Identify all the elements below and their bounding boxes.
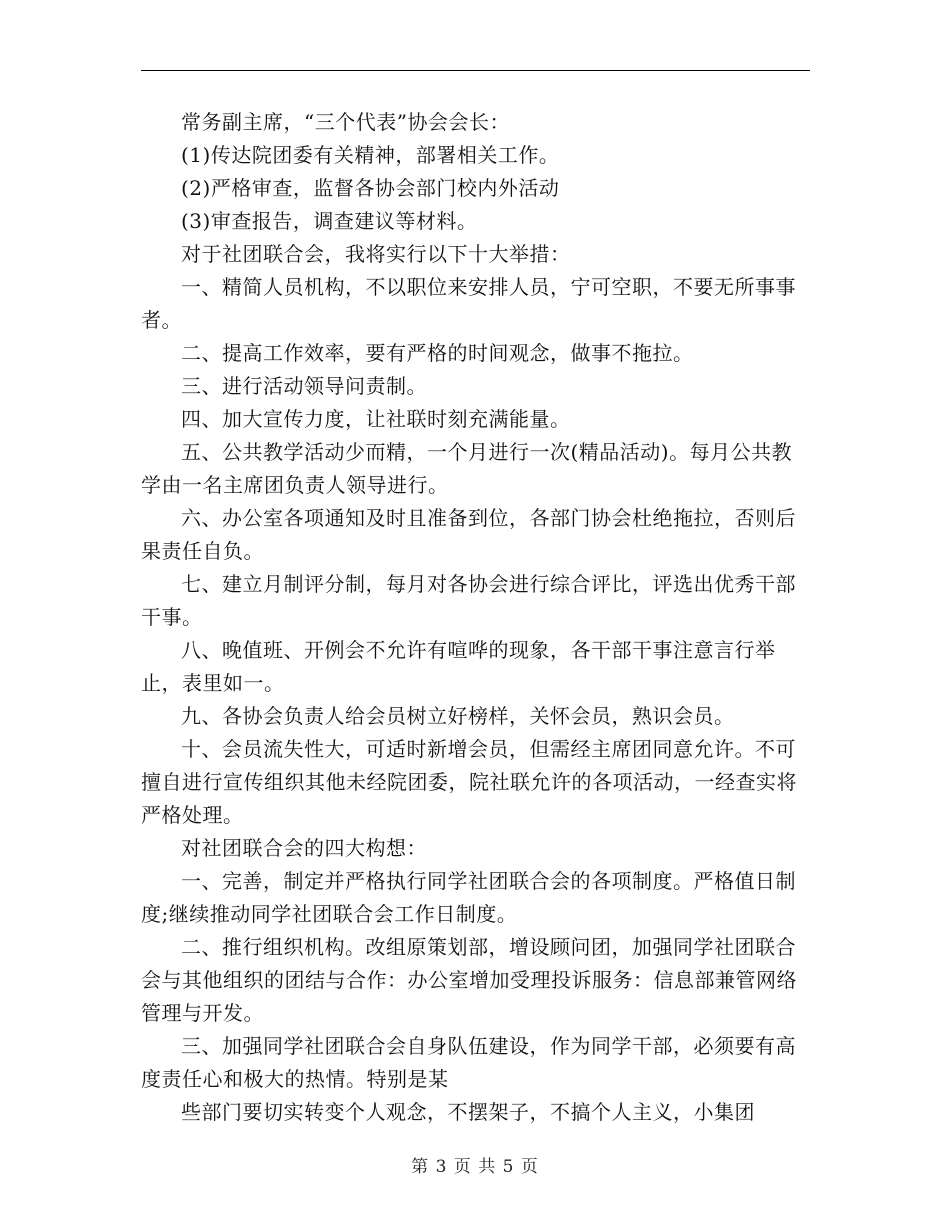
- document-body: [141, 106, 801, 1129]
- page-footer: [0, 1152, 950, 1177]
- paragraph: 十、会员流失性大，可适时新增会员，但需经主席团同意允许。不可擅自进行宣传组织其他未经院团委，院社联允许的各项活动，一经查实将严格处理。: [141, 737, 797, 827]
- footer-suffix: 页: [520, 1157, 539, 1177]
- paragraph: 九、各协会负责人给会员树立好榜样，关怀会员，熟识会员。: [181, 704, 735, 728]
- footer-current-page: 3: [435, 1157, 448, 1177]
- paragraph: 常务副主席，“三个代表”协会会长：: [181, 110, 510, 134]
- footer-prefix: 第: [411, 1157, 430, 1177]
- footer-total-word: 共: [478, 1157, 497, 1177]
- paragraph: 四、加大宣传力度，让社联时刻充满能量。: [181, 407, 571, 431]
- paragraph: (3)审查报告，调查建议等材料。: [181, 209, 478, 233]
- paragraph: 八、晚值班、开例会不允许有喧哗的现象，各干部干事注意言行举止，表里如一。: [141, 638, 776, 695]
- header-rule: [141, 70, 810, 71]
- paragraph: (1)传达院团委有关精神，部署相关工作。: [181, 143, 560, 167]
- paragraph: 二、提高工作效率，要有严格的时间观念，做事不拖拉。: [181, 341, 694, 365]
- paragraph: 三、进行活动领导问责制。: [181, 374, 427, 398]
- paragraph: 七、建立月制评分制，每月对各协会进行综合评比，评选出优秀干部干事。: [141, 572, 796, 629]
- paragraph: 一、完善，制定并严格执行同学社团联合会的各项制度。严格值日制度;继续推动同学社团联合会工作日制度。: [141, 869, 796, 926]
- paragraph: 对于社团联合会，我将实行以下十大举措：: [181, 242, 571, 266]
- paragraph: 三、加强同学社团联合会自身队伍建设，作为同学干部，必须要有高度责任心和极大的热情。特别是某: [141, 1034, 796, 1091]
- paragraph: 一、精简人员机构，不以职位来安排人员，宁可空职，不要无所事事者。: [141, 275, 796, 332]
- paragraph: 六、办公室各项通知及时且准备到位，各部门协会杜绝拖拉，否则后果责任自负。: [141, 506, 796, 563]
- paragraph: 二、推行组织机构。改组原策划部，增设顾问团，加强同学社团联合会与其他组织的团结与合作：办公室增加受理投诉服务：信息部兼管网络管理与开发。: [141, 935, 797, 1025]
- paragraph: 五、公共教学活动少而精，一个月进行一次(精品活动)。每月公共教学由一名主席团负责人领导进行。: [141, 440, 793, 497]
- footer-page-word: 页: [453, 1157, 472, 1177]
- paragraph: 些部门要切实转变个人观念，不摆架子，不搞个人主义，小集团: [181, 1100, 755, 1124]
- footer-total-pages: 5: [502, 1157, 515, 1177]
- paragraph: (2)严格审查，监督各协会部门校内外活动: [181, 176, 560, 200]
- paragraph: 对社团联合会的四大构想：: [181, 836, 427, 860]
